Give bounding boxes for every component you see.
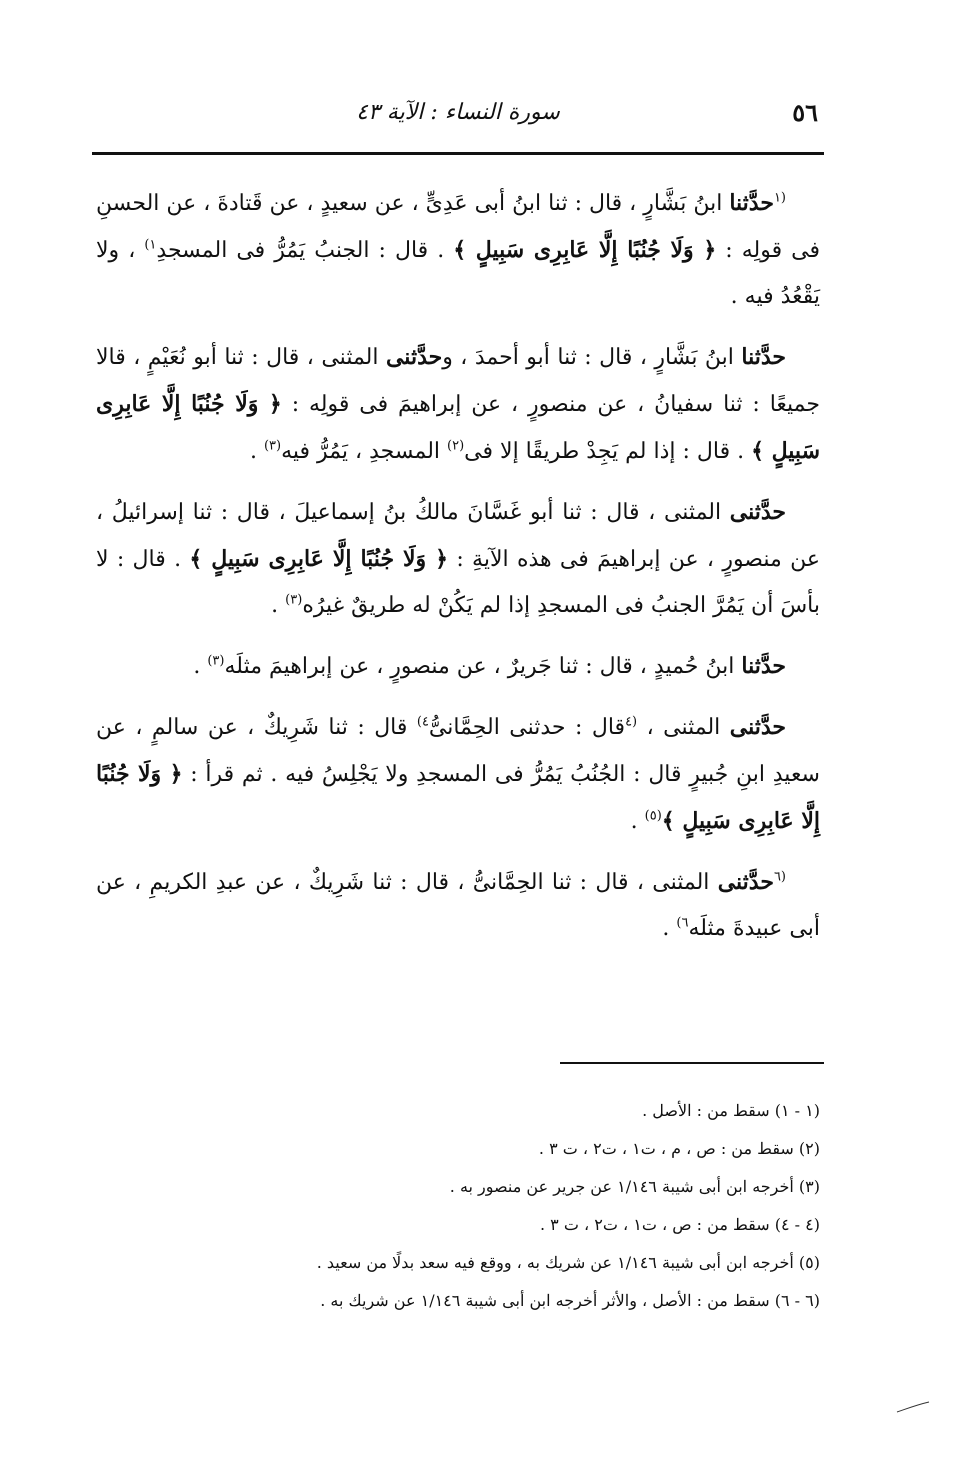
body-text [96, 180, 820, 966]
narration-lead: حدَّثنا [741, 653, 786, 679]
footnote-ref: (١ [773, 190, 786, 206]
header-rule [92, 152, 824, 155]
footnote-ref: (٦ [773, 869, 786, 885]
quran-quote: ﴿ وَلَا جُنُبًا إِلَّا عَابِرِى سَبِيلٍ ﴾ [96, 761, 820, 834]
text-run: المثنى ، قال : ثنا أبو غَسَّانَ مالكُ بنُ إسماعيلَ ، قال : ثنا إسرائيلُ ، عن منصورٍ ، عن إبراهيمَ فى هذه الآيةِ : [96, 500, 820, 572]
footnote-ref: ٦) [676, 915, 689, 931]
text-run: المسجدِ ، يَمُرُّ فيه [281, 439, 448, 464]
footnote-ref: (٥) [644, 808, 662, 824]
text-run: ابنُ حُميدٍ ، قال : ثنا جَريرٌ ، عن منصورٍ ، عن إبراهيمَ مثلَه [224, 654, 742, 679]
footnote-ref: (٤ [625, 714, 638, 730]
paragraph [96, 180, 820, 320]
text-run: . قال : الجنبُ يَمُرُّ فى المسجدِ [156, 238, 454, 263]
text-run: . [271, 593, 286, 618]
narration-lead: حدَّثنى [717, 869, 774, 895]
footnotes [96, 1092, 820, 1320]
text-run: قال : ثنا شَرِيكٌ ، عن سالمٍ ، عن سعيدِ ابنِ جُبيرٍ قال : الجُنُبُ يَمُرُّ فى المسجدِ ولا يَجْلِسُ فيه . ثم قرأ : [96, 715, 820, 787]
footnote-rule [560, 1062, 824, 1064]
page-number: ٥٦ [792, 98, 818, 127]
text-run: المثنى ، قال : ثنا أبو نُعَيْمٍ ، قالا جميعًا : ثنا سفيانُ ، عن منصورٍ ، عن إبراهيمَ فى قولِه : [96, 345, 821, 417]
paragraph [96, 859, 820, 952]
paragraph [96, 334, 820, 475]
text-run: المثنى ، قال : ثنا الحِمَّانىُّ ، قال : ثنا شَرِيكٌ ، عن عبدِ الكريمِ ، عن أبى عبيدةَ مثلَه [96, 870, 820, 941]
text-run: ، ولا يَقْعُدُ فيه . [96, 238, 820, 309]
narration-lead: حدَّثنا [729, 190, 774, 216]
narration-lead: حدَّثنا [741, 344, 786, 370]
text-run: ابنُ بَشَّارٍ ، قال : ثنا أبو أحمدَ ، و [442, 345, 742, 370]
quran-quote: ﴿ وَلَا جُنُبًا إِلَّا عَابِرِى سَبِيلٍ ﴾ [453, 237, 717, 263]
quran-quote: ﴿ وَلَا جُنُبًا إِلَّا عَابِرِى سَبِيلٍ ﴾ [96, 391, 820, 464]
paragraph [96, 643, 820, 690]
text-run: . [662, 916, 677, 941]
narration-lead: حدَّثنى [729, 714, 786, 740]
footnote: (٥) أخرجه ابن أبى شيبة ١/١٤٦ عن شريك به ، ووقع فيه سعد بدلًا من سعيد . [316, 1253, 820, 1272]
page-header [92, 96, 824, 136]
pen-mark [896, 1400, 930, 1414]
paragraph [96, 489, 820, 629]
footnote-ref: (٣) [207, 653, 225, 669]
text-run: المثنى ، [637, 715, 730, 740]
text-run: . قال : لا بأسَ أن يَمُرَّ الجنبُ فى المسجدِ إذا لم يَكُنْ له طريقٌ غيرُه [96, 547, 820, 618]
paragraph [96, 704, 820, 845]
text-run: . [193, 654, 208, 679]
footnote-ref: (٣) [263, 438, 282, 454]
quran-quote: ﴿ وَلَا جُنُبًا إِلَّا عَابِرِى سَبِيلٍ ﴾ [189, 546, 449, 572]
footnote: (٣) أخرجه ابن أبى شيبة ١/١٤٦ عن جرير عن منصور به . [449, 1177, 820, 1196]
footnote-ref: (٣) [285, 592, 303, 608]
text-run: . [630, 809, 645, 834]
footnote-ref: ١) [144, 237, 157, 253]
footnote: (٦ - ٦) سقط من : الأصل ، والأثر أخرجه ابن أبى شيبة ١/١٤٦ عن شريك به . [320, 1291, 820, 1310]
footnote-ref: (٢) [447, 438, 465, 454]
running-title: سورة النساء : الآية ٤٣ [356, 100, 560, 125]
narration-lead: حدَّثنى [385, 344, 443, 370]
text-run: ابنُ بَشَّارٍ ، قال : ثنا ابنُ أبى عَدِىٍّ ، عن سعيدٍ ، عن قَتادةَ ، عن الحسنِ فى قولِه : [96, 191, 820, 263]
text-run: . قال : إذا لم يَجِدْ طريقًا إلا فى [464, 439, 752, 464]
footnote: (٢) سقط من : ص ، م ، ت١ ، ت٢ ، ت ٣ . [538, 1139, 820, 1158]
footnote: (١ - ١) سقط من : الأصل . [642, 1101, 820, 1120]
text-run: قال : حدثنى الحِمَّانىُّ [428, 715, 626, 740]
text-run: . [249, 439, 264, 464]
footnote: (٤ - ٤) سقط من : ص ، ت١ ، ت٢ ، ت ٣ . [539, 1215, 820, 1234]
footnote-ref: ٤) [416, 714, 429, 730]
narration-lead: حدَّثنى [729, 499, 786, 525]
